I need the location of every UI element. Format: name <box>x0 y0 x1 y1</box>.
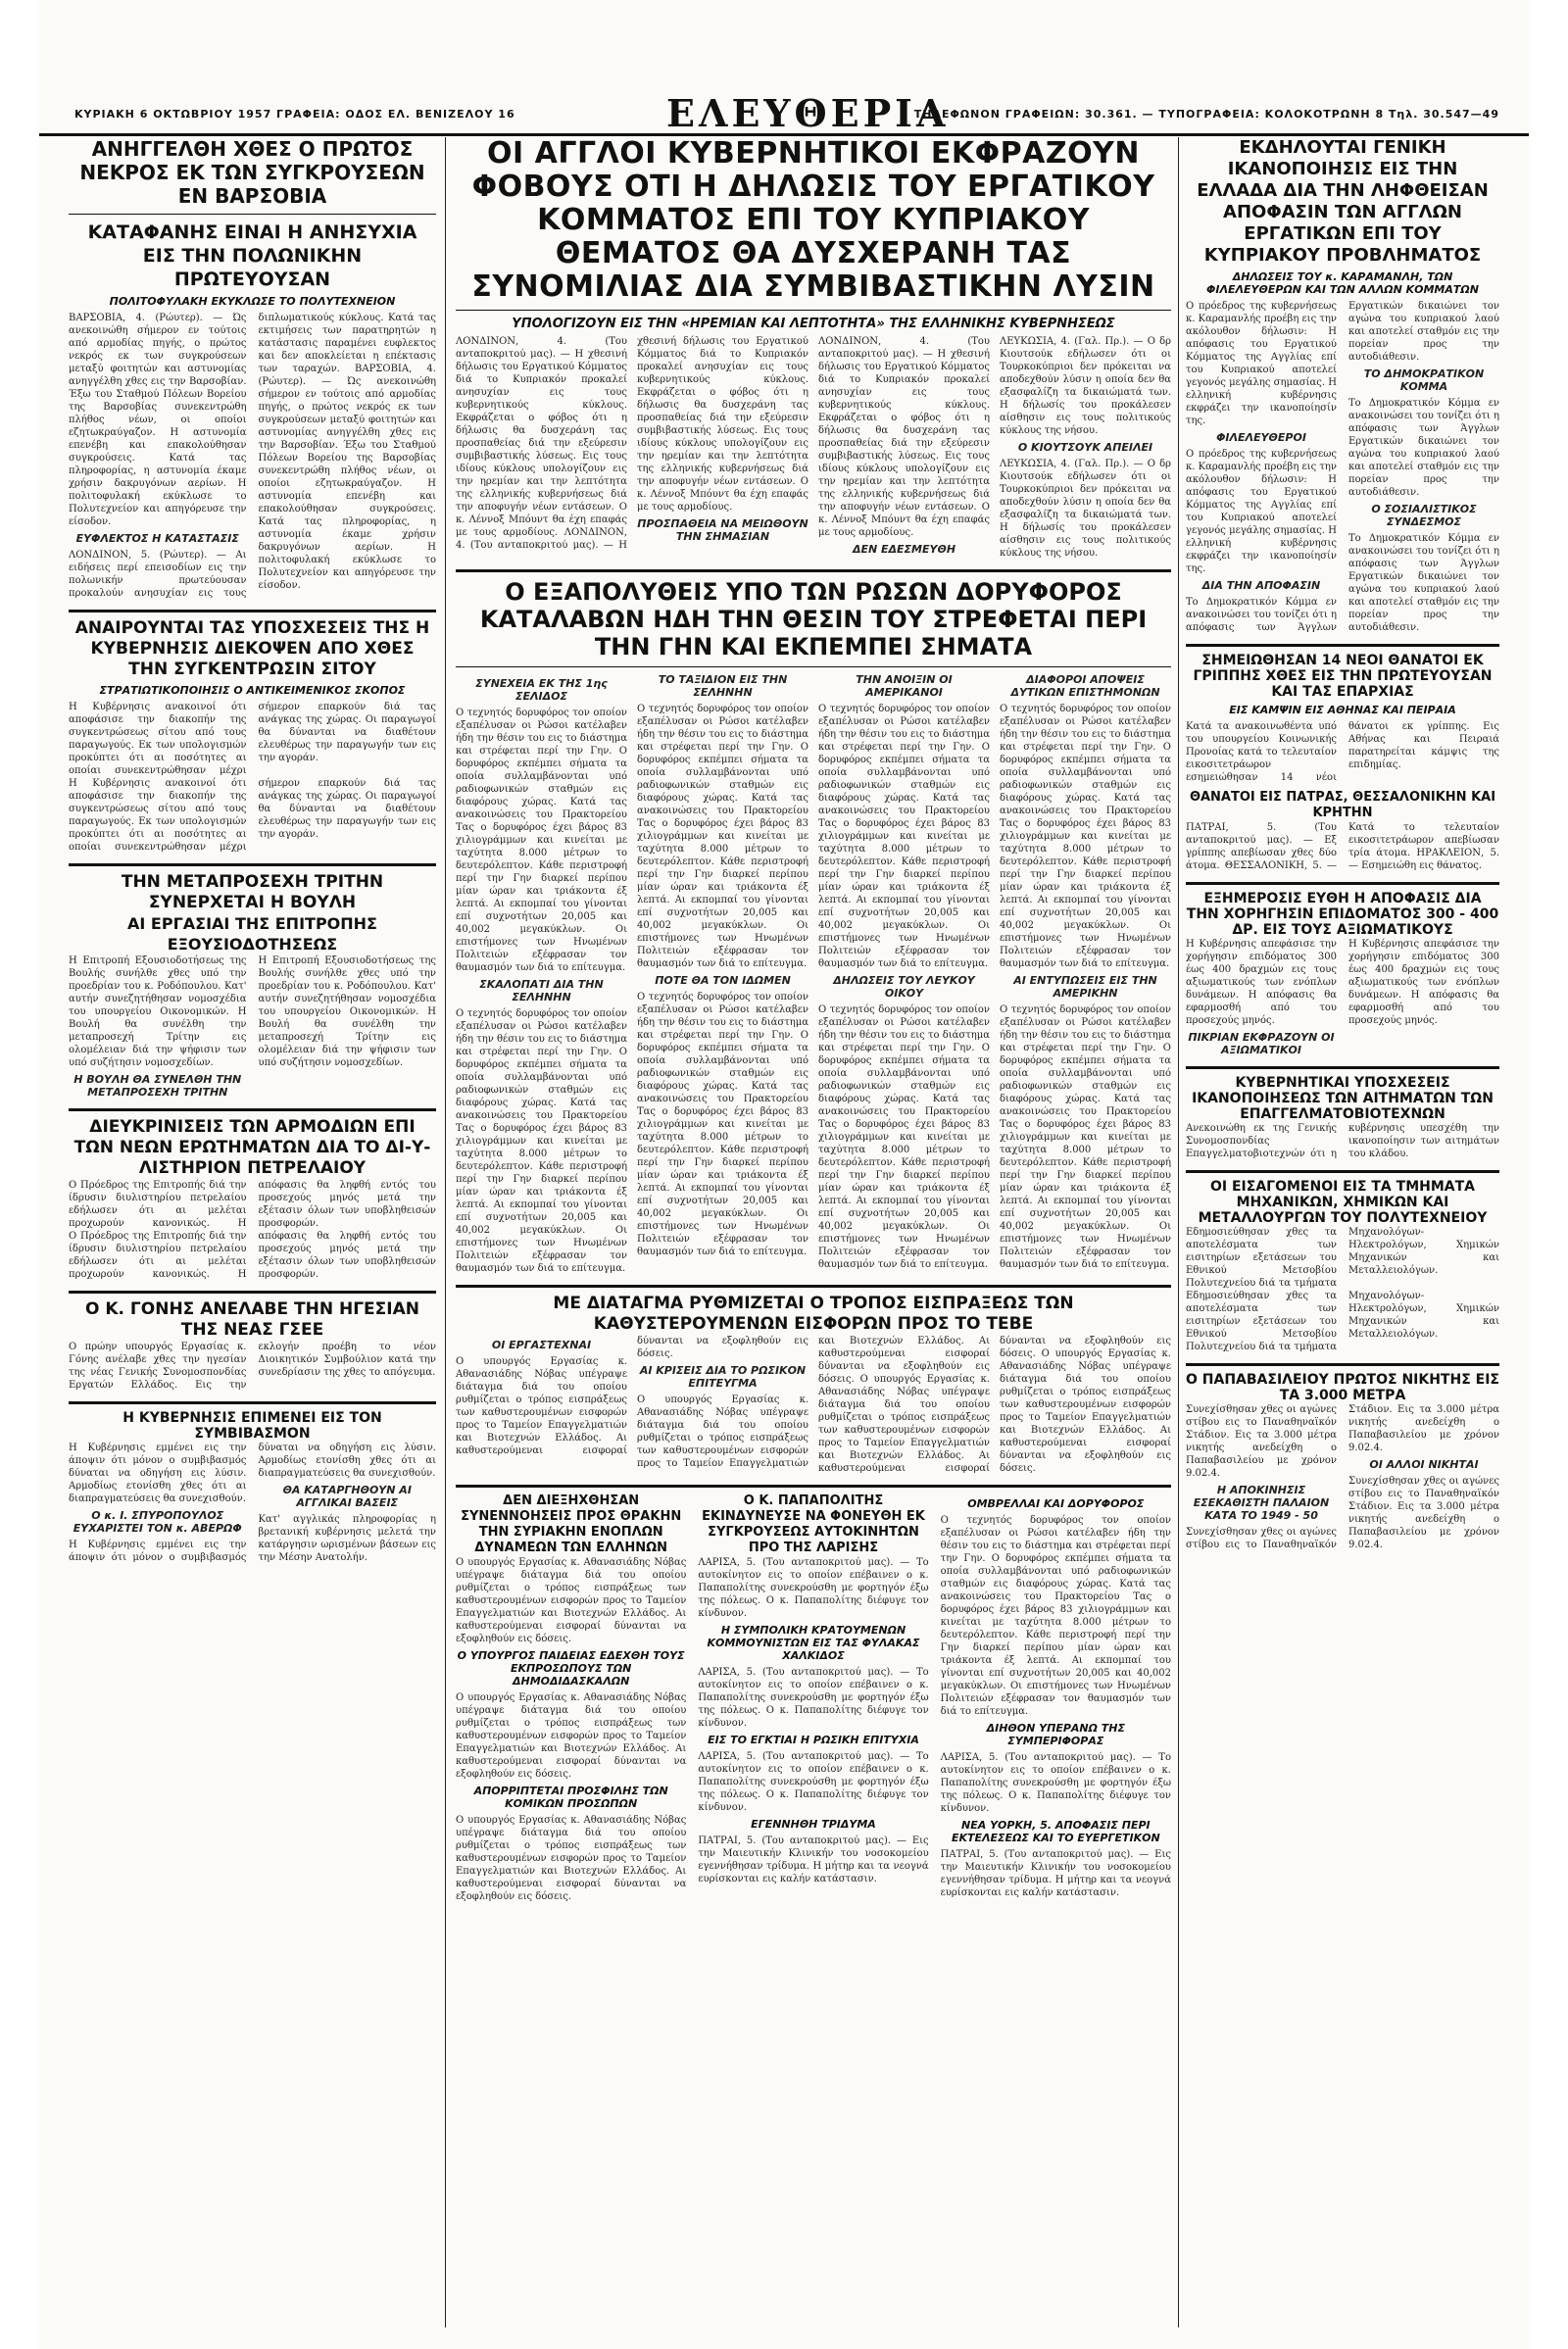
article-body: Κατά τα ανακοινωθέντα υπό του υπουργείου Κοινωνικής Προνοίας κατά το τελευταίον εικοσιτετράωρον εσημειώθησαν 14 νέοι θάνατοι εκ γρίππης. Εις Αθήνας και Πειραιά παρατηρείται κάμψις της επιδημίας. <box>1186 721 1499 783</box>
subhead: ΔΙΗΘΟΝ ΥΠΕΡΑΝΩ ΤΗΣ ΣΥΜΠΕΡΙΦΟΡΑΣ <box>986 1722 1126 1747</box>
column-rule <box>445 137 446 2327</box>
subhead: Ο κ. Ι. ΣΠΥΡΟΠΟΥΛΟΣ ΕΥΧΑΡΙΣΤΕΙ ΤΟΝ κ. ΑΒΕΡΩΦ <box>73 1509 242 1535</box>
subhead: Η ΣΥΜΠΟΛΙΚΗ ΚΡΑΤΟΥΜΕΝΩΝ ΚΟΜΜΟΥΝΙΣΤΩΝ ΕΙΣ ΤΑΣ ΦΥΛΑΚΑΣ ΧΑΛΚΙΔΟΣ <box>707 1624 920 1662</box>
article-body: ΛΟΝΔΙΝΟΝ, 4. (Του ανταποκριτού μας). — Η χθεσινή δήλωσις του Εργατικού Κόμματος διά το Κυπριακόν προκαλεί ανησυχίαν εις τους κυβερνητικούς κύκλους. Εκφράζεται ο φόβος ότι η δήλωσις θα δυσχεράνη τας προσπαθείας διά την εξεύρεσιν συμβιβαστικής λύσεως. Εις τους ιδίους κύκλους υπολογίζουν εις την ηρεμίαν και την λεπτότητα της ελληνικής κυβερνήσεως διά την αποφυγήν νέων εντάσεων. Ο κ. Λέννοξ Μπόυντ θα έχη επαφάς με τους αρμοδίους. ΛΟΝΔΙΝΟΝ, 4. (Του ανταποκριτού μας). — Η χθεσινή δήλωσις του Εργατικού Κόμματος διά το Κυπριακόν προκαλεί ανησυχίαν εις τους κυβερνητικούς κύκλους. Εκφράζεται ο φόβος ότι η δήλωσις θα δυσχεράνη τας προσπαθείας διά την εξεύρεσιν συμβιβαστικής λύσεως. Εις τους ιδίους κύκλους υπολογίζουν εις την ηρεμίαν και την λεπτότητα της ελληνικής κυβερνήσεως διά την αποφυγήν νέων εντάσεων. Ο κ. Λέννοξ Μπόυντ θα έχη επαφάς με τους αρμοδίους. ΠΡΟΣΠΑΘΕΙΑ ΝΑ ΜΕΙΩΘΟΥΝ ΤΗΝ ΣΗΜΑΣΙΑΝ ΛΟΝΔΙΝΟΝ, 4. (Του ανταποκριτού μας). — Η χθεσινή δήλωσις του Εργατικού Κόμματος διά το Κυπριακόν προκαλεί ανησυχίαν εις τους κυβερνητικούς κύκλους. Εκφράζεται ο φόβος ότι η δήλωσις θα δυσχεράνη τας προσπαθείας διά την εξεύρεσιν συμβιβαστικής λύσεως. Εις τους ιδίους κύκλους υπολογίζουν εις την ηρεμίαν και την λεπτότητα της ελληνικής κυβερνήσεως διά την αποφυγήν νέων εντάσεων. Ο κ. Λέννοξ Μπόυντ θα έχη επαφάς με τους αρμοδίους. ΔΕΝ ΕΔΕΣΜΕΥΘΗ ΛΕΥΚΩΣΙΑ, 4. (Γαλ. Πρ.). — Ο δρ Κιουτσούκ εδήλωσεν ότι οι Τουρκοκύπριοι δεν πρόκειται να αποδεχθούν λύσιν η οποία δεν θα εξασφαλίζη τα δικαιώματά των. Η δήλωσίς του προκάλεσεν αίσθησιν εις τους πολιτικούς κύκλους της νήσου. Ο ΚΙΟΥΤΣΟΥΚ ΑΠΕΙΛΕΙ ΛΕΥΚΩΣΙΑ, 4. (Γαλ. Πρ.). — Ο δρ Κιουτσούκ εδήλωσεν ότι οι Τουρκοκύπριοι δεν πρόκειται να αποδεχθούν λύσιν η οποία δεν θα εξασφαλίζη τα δικαιώματά των. Η δήλωσίς του προκάλεσεν αίσθησιν εις τους πολιτικούς κύκλους της νήσου. <box>456 336 1171 559</box>
subhead: ΟΜΒΡΕΛΛΑΙ ΚΑΙ ΔΟΡΥΦΟΡΟΣ <box>967 1497 1145 1510</box>
headline-allowance: ΕΞΗΜΕΡΟΣΙΣ ΕΥΘΗ Η ΑΠΟΦΑΣΙΣ ΔΙΑ ΤΗΝ ΧΟΡΗΓΗΣΙΝ ΕΠΙΔΟΜΑΤΟΣ 300 - 400 ΔΡ. ΕΙΣ ΤΟΥΣ ΑΞΙΩΜΑΤΙΚΟΥΣ <box>1186 891 1499 938</box>
article-body: Η Επιτροπή Εξουσιοδοτήσεως της Βουλής συνήλθε χθες υπό την προεδρίαν του κ. Ροδόπουλου. Κατ' αυτήν συνεζητήθησαν νομοσχέδια του υπουργείου Οικονομικών. Η Βουλή θα συνέλθη την μεταπροσεχή Τρίτην εις ολομέλειαν διά την ψήφισιν των υπό συζήτησιν νομοσχεδίων. Η ΒΟΥΛΗ ΘΑ ΣΥΝΕΛΘΗ ΤΗΝ ΜΕΤΑΠΡΟΣΕΧΗ ΤΡΙΤΗΝ Η Επιτροπή Εξουσιοδοτήσεως της Βουλής συνήλθε χθες υπό την προεδρίαν του κ. Ροδόπουλου. Κατ' αυτήν συνεζητήθησαν νομοσχέδια του υπουργείου Οικονομικών. Η Βουλή θα συνέλθη την μεταπροσεχή Τρίτην εις ολομέλειαν διά την ψήφισιν των υπό συζήτησιν νομοσχεδίων. <box>69 955 436 1099</box>
article-wheat <box>69 618 436 854</box>
subhead: ΕΓΕΝΝΗΘΗ ΤΡΙΔΥΜΑ <box>751 1818 876 1831</box>
article-body: ΛΑΡΙΣΑ, 5. (Του ανταποκριτού μας). — Το αυτοκίνητον εις το οποίον επέβαινεν ο κ. Παπαπολίτης συνεκρούσθη με φορτηγόν έξω της πόλεως. Ο κ. Παπαπολίτης διέφυγε τον κίνδυνον. <box>698 1751 929 1813</box>
article-labour <box>1186 137 1499 634</box>
subhead: ΤΗΝ ΑΝΟΙΞΙΝ ΟΙ ΑΜΕΡΙΚΑΝΟΙ <box>856 673 953 699</box>
article-body: Εδημοσιεύθησαν χθες τα αποτελέσματα των εισιτηρίων εξετάσεων του Εθνικού Μετσοβίου Πολυτεχνείου διά τα τμήματα Μηχανολόγων-Ηλεκτρολόγων, Χημικών Μηχανικών και Μεταλλειολόγων. <box>1186 1291 1499 1352</box>
article-refinery <box>69 1117 436 1281</box>
headline-warsaw-2: ΚΑΤΑΦΑΝΗΣ ΕΙΝΑΙ Η ΑΝΗΣΥΧΙΑ ΕΙΣ ΤΗΝ ΠΟΛΩΝΙΚΗΝ ΠΡΩΤΕΥΟΥΣΑΝ <box>87 221 417 290</box>
article-body: ΛΑΡΙΣΑ, 5. (Του ανταποκριτού μας). — Το αυτοκίνητον εις το οποίον επέβαινεν ο κ. Παπαπολίτης συνεκρούσθη με φορτηγόν έξω της πόλεως. Ο κ. Παπαπολίτης διέφυγε τον κίνδυνον. <box>940 1752 1171 1814</box>
article-flu <box>1186 653 1499 872</box>
article-parliament <box>69 872 436 1099</box>
subhead: ΔΗΛΩΣΕΙΣ ΤΟΥ ΛΕΥΚΟΥ ΟΙΚΟΥ <box>833 974 975 1000</box>
headline-polytechnic: ΟΙ ΕΙΣΑΓΟΜΕΝΟΙ ΕΙΣ ΤΑ ΤΜΗΜΑΤΑ ΜΗΧΑΝΙΚΩΝ, ΧΗΜΙΚΩΝ ΚΑΙ ΜΕΤΑΛΛΟΥΡΓΩΝ ΤΟΥ ΠΟΛΥΤΕΧΝΕΙΟΥ <box>1198 1179 1488 1226</box>
article-cyprus <box>456 137 1171 560</box>
article-body: Ο πρώην υπουργός Εργασίας κ. Γόνης ανέλαβε χθες την ηγεσίαν της νέας Γενικής Συνομοσπονδίας Εργατών Ελλάδος. Εις την εκλογήν προέβη το νέον Διοικητικόν Συμβούλιον κατά την συνεδρίασιν της χθες το απόγευμα. <box>69 1342 436 1391</box>
headline-wheat: ΑΝΑΙΡΟΥΝΤΑΙ ΤΑΣ ΥΠΟΣΧΕΣΕΙΣ ΤΗΣ Η ΚΥΒΕΡΝΗΣΙΣ ΔΙΕΚΟΨΕΝ ΑΠΟ ΧΘΕΣ ΤΗΝ ΣΥΓΚΕΝΤΡΩΣΙΝ ΣΙΤΟΥ <box>74 618 430 679</box>
article-sputnik <box>456 578 1171 1275</box>
headline-sputnik: Ο ΕΞΑΠΟΛΥΘΕΙΣ ΥΠΟ ΤΩΝ ΡΩΣΩΝ ΔΟΡΥΦΟΡΟΣ ΚΑΤΑΛΑΒΩΝ ΗΔΗ ΤΗΝ ΘΕΣΙΝ ΤΟΥ ΣΤΡΕΦΕΤΑΙ ΠΕΡΙ ΤΗΝ ΓΗΝ ΚΑΙ ΕΚΠΕΜΠΕΙ ΣΗΜΑΤΑ <box>479 578 1148 661</box>
article-body: Ο Πρόεδρος της Επιτροπής διά την ίδρυσιν διυλιστηρίου πετρελαίου εδήλωσεν ότι αι μελέται προχωρούν κανονικώς. Η απόφασις θα ληφθή εντός του προσεχούς μηνός μετά την εξέτασιν όλων των υποβληθεισών προσφορών. <box>69 1180 436 1229</box>
column-rule <box>1178 137 1179 2327</box>
headline-refinery: ΔΙΕΥΚΡΙΝΙΣΕΙΣ ΤΩΝ ΑΡΜΟΔΙΩΝ ΕΠΙ ΤΩΝ ΝΕΩΝ ΕΡΩΤΗΜΑΤΩΝ ΔΙΑ ΤΟ ΔΙ-Υ-ΛΙΣΤΗΡΙΟΝ ΠΕΤΡΕΛΑΙΟΥ <box>74 1117 431 1178</box>
subhead: ΤΟ ΔΗΜΟΚΡΑΤΙΚΟΝ ΚΟΜΜΑ <box>1363 367 1485 393</box>
headline-gonis: Ο Κ. ΓΟΝΗΣ ΑΝΕΛΑΒΕ ΤΗΝ ΗΓΕΣΙΑΝ ΤΗΣ ΝΕΑΣ ΓΣΕΕ <box>85 1299 419 1340</box>
article-compromise <box>69 1410 436 1564</box>
subhead: ΑΙ ΚΡΙΣΕΙΣ ΔΙΑ ΤΟ ΡΩΣΙΚΟΝ ΕΠΙΤΕΥΓΜΑ <box>639 1364 807 1390</box>
article-body: ΛΑΡΙΣΑ, 5. (Του ανταποκριτού μας). — Το αυτοκίνητον εις το οποίον επέβαινεν ο κ. Παπαπολίτης συνεκρούσθη με φορτηγόν έξω της πόλεως. Ο κ. Παπαπολίτης διέφυγε τον κίνδυνον. <box>698 1667 929 1729</box>
subhead-labour: ΔΗΛΩΣΕΙΣ ΤΟΥ κ. ΚΑΡΑΜΑΝΛΗ, ΤΩΝ ΦΙΛΕΛΕΥΘΕΡΩΝ ΚΑΙ ΤΩΝ ΑΛΛΩΝ ΚΟΜΜΑΤΩΝ <box>1206 270 1479 296</box>
subhead: Η ΒΟΥΛΗ ΘΑ ΣΥΝΕΛΘΗ ΤΗΝ ΜΕΤΑΠΡΟΣΕΧΗ ΤΡΙΤΗΝ <box>74 1073 242 1099</box>
subhead: ΝΕΑ ΥΟΡΚΗ, 5. ΑΠΟΦΑΣΙΣ ΠΕΡΙ ΕΚΤΕΛΕΣΕΩΣ ΚΑΙ ΤΟ ΕΥΕΡΓΕΤΙΚΟΝ <box>951 1819 1160 1844</box>
article-athletics <box>1186 1372 1499 1551</box>
article-body: ΟΙ ΕΡΓΑΣΤΕΧΝΑΙ Ο υπουργός Εργασίας κ. Αθανασιάδης Νόβας υπέγραψε διάταγμα διά του οποίου ρυθμίζεται ο τρόπος εισπράξεως των καθυστερουμένων εισφορών προς το Ταμείον Επαγγελματιών και Βιοτεχνών Ελλάδος. Αι καθυστερούμεναι εισφοραί δύνανται να εξοφληθούν εις δόσεις. ΑΙ ΚΡΙΣΕΙΣ ΔΙΑ ΤΟ ΡΩΣΙΚΟΝ ΕΠΙΤΕΥΓΜΑ Ο υπουργός Εργασίας κ. Αθανασιάδης Νόβας υπέγραψε διάταγμα διά του οποίου ρυθμίζεται ο τρόπος εισπράξεως των καθυστερουμένων εισφορών προς το Ταμείον Επαγγελματιών και Βιοτεχνών Ελλάδος. Αι καθυστερούμεναι εισφοραί δύνανται να εξοφληθούν εις δόσεις. Ο υπουργός Εργασίας κ. Αθανασιάδης Νόβας υπέγραψε διάταγμα διά του οποίου ρυθμίζεται ο τρόπος εισπράξεως των καθυστερουμένων εισφορών προς το Ταμείον Επαγγελματιών και Βιοτεχνών Ελλάδος. Αι καθυστερούμεναι εισφοραί δύνανται να εξοφληθούν εις δόσεις. Ο υπουργός Εργασίας κ. Αθανασιάδης Νόβας υπέγραψε διάταγμα διά του οποίου ρυθμίζεται ο τρόπος εισπράξεως των καθυστερουμένων εισφορών προς το Ταμείον Επαγγελματιών και Βιοτεχνών Ελλάδος. Αι καθυστερούμεναι εισφοραί δύνανται να εξοφληθούν εις δόσεις. <box>456 1336 1171 1474</box>
subhead: ΔΙΑ ΤΗΝ ΑΠΟΦΑΣΙΝ <box>1201 579 1321 592</box>
article-body: Συνεχίσθησαν χθες οι αγώνες στίβου εις το Παναθηναϊκόν Στάδιον. Εις τα 3.000 μέτρα νικητής ανεδείχθη ο Παπαβασιλείου με χρόνον 9.02.4. Η ΑΠΟΚΙΝΗΣΙΣ ΕΣΕΚΑΘΙΣΤΗ ΠΑΛΑΙΟΝ ΚΑΤΑ ΤΟ 1949 - 50 Συνεχίσθησαν χθες οι αγώνες στίβου εις το Παναθηναϊκόν Στάδιον. Εις τα 3.000 μέτρα νικητής ανεδείχθη ο Παπαβασιλείου με χρόνον 9.02.4. ΟΙ ΑΛΛΟΙ ΝΙΚΗΤΑΙ Συνεχίσθησαν χθες οι αγώνες στίβου εις το Παναθηναϊκόν Στάδιον. Εις τα 3.000 μέτρα νικητής ανεδείχθη ο Παπαβασιλείου με χρόνον 9.02.4. <box>1186 1404 1499 1550</box>
subhead: ΦΙΛΕΛΕΥΘΕΡΟΙ <box>1216 431 1306 444</box>
article-block <box>941 1493 1171 1903</box>
masthead-phones: ΤΗΛΕΦΩΝΟΝ ΓΡΑΦΕΙΩΝ: 30.361. — ΤΥΠΟΓΡΑΦΕΙΑ: ΚΟΛΟΚΟΤΡΩΝΗ 8 Τηλ. 30.547—49 <box>913 108 1499 121</box>
article-body: ΣΥΝΕΧΕΙΑ ΕΚ ΤΗΣ 1ης ΣΕΛΙΔΟΣ Ο τεχνητός δορυφόρος τον οποίον εξαπέλυσαν οι Ρώσοι κατέλαβεν ήδη την θέσιν του εις το διάστημα και στρέφεται περί την Γην. Ο δορυφόρος εκπέμπει σήματα τα οποία συλλαμβάνονται υπό ραδιοφωνικών σταθμών εις διαφόρους χώρας. Κατά τας ανακοινώσεις του Πρακτορείου Τας ο δορυφόρος έχει βάρος 83 χιλιογράμμων και κινείται με ταχύτητα 8.000 μέτρων το δευτερόλεπτον. Κάθε περιστροφή περί την Γην διαρκεί περίπου μίαν ώραν και τριάκοντα έξ λεπτά. Αι εκπομπαί του γίνονται επί συχνοτήτων 20,005 και 40,002 μεγακύκλων. Οι επιστήμονες των Ηνωμένων Πολιτειών εξέφρασαν τον θαυμασμόν των διά το επίτευγμα. ΣΚΑΛΟΠΑΤΙ ΔΙΑ ΤΗΝ ΣΕΛΗΝΗΝ Ο τεχνητός δορυφόρος τον οποίον εξαπέλυσαν οι Ρώσοι κατέλαβεν ήδη την θέσιν του εις το διάστημα και στρέφεται περί την Γην. Ο δορυφόρος εκπέμπει σήματα τα οποία συλλαμβάνονται υπό ραδιοφωνικών σταθμών εις διαφόρους χώρας. Κατά τας ανακοινώσεις του Πρακτορείου Τας ο δορυφόρος έχει βάρος 83 χιλιογράμμων και κινείται με ταχύτητα 8.000 μέτρων το δευτερόλεπτον. Κάθε περιστροφή περί την Γην διαρκεί περίπου μίαν ώραν και τριάκοντα έξ λεπτά. Αι εκπομπαί του γίνονται επί συχνοτήτων 20,005 και 40,002 μεγακύκλων. Οι επιστήμονες των Ηνωμένων Πολιτειών εξέφρασαν τον θαυμασμόν των διά το επίτευγμα. ΤΟ ΤΑΞΙΔΙΟΝ ΕΙΣ ΤΗΝ ΣΕΛΗΝΗΝ Ο τεχνητός δορυφόρος τον οποίον εξαπέλυσαν οι Ρώσοι κατέλαβεν ήδη την θέσιν του εις το διάστημα και στρέφεται περί την Γην. Ο δορυφόρος εκπέμπει σήματα τα οποία συλλαμβάνονται υπό ραδιοφωνικών σταθμών εις διαφόρους χώρας. Κατά τας ανακοινώσεις του Πρακτορείου Τας ο δορυφόρος έχει βάρος 83 χιλιογράμμων και κινείται με ταχύτητα 8.000 μέτρων το δευτερόλεπτον. Κάθε περιστροφή περί την Γην διαρκεί περίπου μίαν ώραν και τριάκοντα έξ λεπτά. Αι εκπομπαί του γίνονται επί συχνοτήτων 20,005 και 40,002 μεγακύκλων. Οι επιστήμονες των Ηνωμένων Πολιτειών εξέφρασαν τον θαυμασμόν των διά το επίτευγμα. ΠΟΤΕ ΘΑ ΤΟΝ ΙΔΩΜΕΝ Ο τεχνητός δορυφόρος τον οποίον εξαπέλυσαν οι Ρώσοι κατέλαβεν ήδη την θέσιν του εις το διάστημα και στρέφεται περί την Γην. Ο δορυφόρος εκπέμπει σήματα τα οποία συλλαμβάνονται υπό ραδιοφωνικών σταθμών εις διαφόρους χώρας. Κατά τας ανακοινώσεις του Πρακτορείου Τας ο δορυφόρος έχει βάρος 83 χιλιογράμμων και κινείται με ταχύτητα 8.000 μέτρων το δευτερόλεπτον. Κάθε περιστροφή περί την Γην διαρκεί περίπου μίαν ώραν και τριάκοντα έξ λεπτά. Αι εκπομπαί του γίνονται επί συχνοτήτων 20,005 και 40,002 μεγακύκλων. Οι επιστήμονες των Ηνωμένων Πολιτειών εξέφρασαν τον θαυμασμόν των διά το επίτευγμα. ΤΗΝ ΑΝΟΙΞΙΝ ΟΙ ΑΜΕΡΙΚΑΝΟΙ Ο τεχνητός δορυφόρος τον οποίον εξαπέλυσαν οι Ρώσοι κατέλαβεν ήδη την θέσιν του εις το διάστημα και στρέφεται περί την Γην. Ο δορυφόρος εκπέμπει σήματα τα οποία συλλαμβάνονται υπό ραδιοφωνικών σταθμών εις διαφόρους χώρας. Κατά τας ανακοινώσεις του Πρακτορείου Τας ο δορυφόρος έχει βάρος 83 χιλιογράμμων και κινείται με ταχύτητα 8.000 μέτρων το δευτερόλεπτον. Κάθε περιστροφή περί την Γην διαρκεί περίπου μίαν ώραν και τριάκοντα έξ λεπτά. Αι εκπομπαί του γίνονται επί συχνοτήτων 20,005 και 40,002 μεγακύκλων. Οι επιστήμονες των Ηνωμένων Πολιτειών εξέφρασαν τον θαυμασμόν των διά το επίτευγμα. ΔΗΛΩΣΕΙΣ ΤΟΥ ΛΕΥΚΟΥ ΟΙΚΟΥ Ο τεχνητός δορυφόρος τον οποίον εξαπέλυσαν οι Ρώσοι κατέλαβεν ήδη την θέσιν του εις το διάστημα και στρέφεται περί την Γην. Ο δορυφόρος εκπέμπει σήματα τα οποία συλλαμβάνονται υπό ραδιοφωνικών σταθμών εις διαφόρους χώρας. Κατά τας ανακοινώσεις του Πρακτορείου Τας ο δορυφόρος έχει βάρος 83 χιλιογράμμων και κινείται με ταχύτητα 8.000 μέτρων το δευτερόλεπτον. Κάθε περιστροφή περί την Γην διαρκεί περίπου μίαν ώραν και τριάκοντα έξ λεπτά. Αι εκπομπαί του γίνονται επί συχνοτήτων 20,005 και 40,002 μεγακύκλων. Οι επιστήμονες των Ηνωμένων Πολιτειών εξέφρασαν τον θαυμασμόν των διά το επίτευγμα. ΔΙΑΦΟΡΟΙ ΑΠΟΨΕΙΣ ΔΥΤΙΚΩΝ ΕΠΙΣΤΗΜΟΝΩΝ Ο τεχνητός δορυφόρος τον οποίον εξαπέλυσαν οι Ρώσοι κατέλαβεν ήδη την θέσιν του εις το διάστημα και στρέφεται περί την Γην. Ο δορυφόρος εκπέμπει σήματα τα οποία συλλαμβάνονται υπό ραδιοφωνικών σταθμών εις διαφόρους χώρας. Κατά τας ανακοινώσεις του Πρακτορείου Τας ο δορυφόρος έχει βάρος 83 χιλιογράμμων και κινείται με ταχύτητα 8.000 μέτρων το δευτερόλεπτον. Κάθε περιστροφή περί την Γην διαρκεί περίπου μίαν ώραν και τριάκοντα έξ λεπτά. Αι εκπομπαί του γίνονται επί συχνοτήτων 20,005 και 40,002 μεγακύκλων. Οι επιστήμονες των Ηνωμένων Πολιτειών εξέφρασαν τον θαυμασμόν των διά το επίτευγμα. ΑΙ ΕΝΤΥΠΩΣΕΙΣ ΕΙΣ ΤΗΝ ΑΜΕΡΙΚΗΝ Ο τεχνητός δορυφόρος τον οποίον εξαπέλυσαν οι Ρώσοι κατέλαβεν ήδη την θέσιν του εις το διάστημα και στρέφεται περί την Γην. Ο δορυφόρος εκπέμπει σήματα τα οποία συλλαμβάνονται υπό ραδιοφωνικών σταθμών εις διαφόρους χώρας. Κατά τας ανακοινώσεις του Πρακτορείου Τας ο δορυφόρος έχει βάρος 83 χιλιογράμμων και κινείται με ταχύτητα 8.000 μέτρων το δευτερόλεπτον. Κάθε περιστροφή περί την Γην διαρκεί περίπου μίαν ώραν και τριάκοντα έξ λεπτά. Αι εκπομπαί του γίνονται επί συχνοτήτων 20,005 και 40,002 μεγακύκλων. Οι επιστήμονες των Ηνωμένων Πολιτειών εξέφρασαν τον θαυμασμόν των διά το επίτευγμα. <box>456 673 1171 1274</box>
article-body: Ο τεχνητός δορυφόρος τον οποίον εξαπέλυσαν οι Ρώσοι κατέλαβεν ήδη την θέσιν του εις το διάστημα και στρέφεται περί την Γην. Ο δορυφόρος εκπέμπει σήματα τα οποία συλλαμβάνονται υπό ραδιοφωνικών σταθμών εις διαφόρους χώρας. Κατά τας ανακοινώσεις του Πρακτορείου Τας ο δορυφόρος έχει βάρος 83 χιλιογράμμων και κινείται με ταχύτητα 8.000 μέτρων το δευτερόλεπτον. Κάθε περιστροφή περί την Γην διαρκεί περίπου μίαν ώραν και τριάκοντα έξ λεπτά. Αι εκπομπαί του γίνονται επί συχνοτήτων 20,005 και 40,002 μεγακύκλων. Οι επιστήμονες των Ηνωμένων Πολιτειών εξέφρασαν τον θαυμασμόν των διά το επίτευγμα. <box>940 1515 1171 1717</box>
headline-tebe: ΜΕ ΔΙΑΤΑΓΜΑ ΡΥΘΜΙΖΕΤΑΙ Ο ΤΡΟΠΟΣ ΕΙΣΠΡΑΞΕΩΣ ΤΩΝ ΚΑΘΥΣΤΕΡΟΥΜΕΝΩΝ ΕΙΣΦΟΡΩΝ ΠΡΟΣ ΤΟ ΤΕΒΕ <box>553 1294 1074 1334</box>
subhead: ΣΥΝΕΧΕΙΑ ΕΚ ΤΗΣ 1ης ΣΕΛΙΔΟΣ <box>475 677 608 703</box>
subhead: Ο ΥΠΟΥΡΓΟΣ ΠΑΙΔΕΙΑΣ ΕΔΕΧΘΗ ΤΟΥΣ ΕΚΠΡΟΣΩΠΟΥΣ ΤΩΝ ΔΗΜΟΔΙΔΑΣΚΑΛΩΝ <box>457 1649 685 1688</box>
subhead: ΟΙ ΕΡΓΑΣΤΕΧΝΑΙ <box>491 1339 592 1351</box>
subhead: ΑΙ ΕΝΤΥΠΩΣΕΙΣ ΕΙΣ ΤΗΝ ΑΜΕΡΙΚΗΝ <box>1013 974 1157 1000</box>
headline-athletics: Ο ΠΑΠΑΒΑΣΙΛΕΙΟΥ ΠΡΩΤΟΣ ΝΙΚΗΤΗΣ ΕΙΣ ΤΑ 3.000 ΜΕΤΡΑ <box>1186 1372 1499 1403</box>
subhead: ΟΙ ΑΛΛΟΙ ΝΙΚΗΤΑΙ <box>1369 1458 1479 1471</box>
article-body: Εδημοσιεύθησαν χθες τα αποτελέσματα των εισιτηρίων εξετάσεων του Εθνικού Μετσοβίου Πολυτεχνείου διά τα τμήματα Μηχανολόγων-Ηλεκτρολόγων, Χημικών Μηχανικών και Μεταλλειολόγων. <box>1186 1227 1499 1289</box>
subhead: ΔΙΑΦΟΡΟΙ ΑΠΟΨΕΙΣ ΔΥΤΙΚΩΝ ΕΠΙΣΤΗΜΟΝΩΝ <box>1010 673 1160 699</box>
article-body: Η Κυβέρνησις απεφάσισε την χορήγησιν επιδόματος 300 έως 400 δραχμών εις τους αξιωματικούς των ενόπλων δυνάμεων. Η απόφασις θα εφαρμοσθή από του προσεχούς μηνός. ΠΙΚΡΙΑΝ ΕΚΦΡΑΖΟΥΝ ΟΙ ΑΞΙΩΜΑΤΙΚΟΙ Η Κυβέρνησις απεφάσισε την χορήγησιν επιδόματος 300 έως 400 δραχμών εις τους αξιωματικούς των ενόπλων δυνάμεων. Η απόφασις θα εφαρμοσθή από του προσεχούς μηνός. <box>1186 939 1499 1056</box>
article-body: Ο υπουργός Εργασίας κ. Αθανασιάδης Νόβας υπέγραψε διάταγμα διά του οποίου ρυθμίζεται ο τρόπος εισπράξεως των καθυστερουμένων εισφορών προς το Ταμείον Επαγγελματιών και Βιοτεχνών Ελλάδος. Αι καθυστερούμεναι εισφοραί δύνανται να εξοφληθούν εις δόσεις. <box>456 1692 687 1780</box>
article-body: Η Κυβέρνησις ανακοινοί ότι αποφάσισε την διακοπήν της συγκεντρώσεως σίτου από τους παραγωγούς. Εκ των υπολογισμών προκύπτει ότι αι ποσότητες αι οποίαι συνεκεντρώθησαν μέχρι σήμερον επαρκούν διά τας ανάγκας της χώρας. Οι παραγωγοί θα δύνανται να διαθέτουν ελευθέρως την παραγωγήν των εις την αγοράν. <box>69 702 436 776</box>
subhead: Ο ΣΟΣΙΑΛΙΣΤΙΚΟΣ ΣΥΝΔΕΣΜΟΣ <box>1371 503 1477 528</box>
subhead: ΠΟΤΕ ΘΑ ΤΟΝ ΙΔΩΜΕΝ <box>655 974 791 987</box>
subhead: ΤΟ ΤΑΞΙΔΙΟΝ ΕΙΣ ΤΗΝ ΣΕΛΗΝΗΝ <box>658 673 788 699</box>
middle-column <box>456 137 1171 2327</box>
article-tebe <box>456 1294 1171 1475</box>
subhead-wheat: ΣΤΡΑΤΙΩΤΙΚΟΠΟΙΗΣΙΣ Ο ΑΝΤΙΚΕΙΜΕΝΙΚΟΣ ΣΚΟΠΟΣ <box>99 684 406 697</box>
masthead-date-address: ΚΥΡΙΑΚΗ 6 ΟΚΤΩΒΡΙΟΥ 1957 ΓΡΑΦΕΙΑ: ΟΔΟΣ ΕΛ. ΒΕΝΙΖΕΛΟΥ 16 <box>74 108 515 121</box>
subhead: ΠΡΟΣΠΑΘΕΙΑ ΝΑ ΜΕΙΩΘΟΥΝ ΤΗΝ ΣΗΜΑΣΙΑΝ <box>637 517 808 543</box>
article-gonis <box>69 1299 436 1392</box>
headline-parliament-2: ΑΙ ΕΡΓΑΣΙΑΙ ΤΗΣ ΕΠΙΤΡΟΠΗΣ ΕΞΟΥΣΙΟΔΟΤΗΣΕΩΣ <box>127 914 377 954</box>
article-allowance <box>1186 891 1499 1056</box>
article-body: ΛΑΡΙΣΑ, 5. (Του ανταποκριτού μας). — Το αυτοκίνητον εις το οποίον επέβαινεν ο κ. Παπαπολίτης συνεκρούσθη με φορτηγόν έξω της πόλεως. Ο κ. Παπαπολίτης διέφυγε τον κίνδυνον. <box>698 1557 929 1619</box>
headline-labour: ΕΚΔΗΛΟΥΤΑΙ ΓΕΝΙΚΗ ΙΚΑΝΟΠΟΙΗΣΙΣ ΕΙΣ ΤΗΝ ΕΛΛΑΔΑ ΔΙΑ ΤΗΝ ΛΗΦΘΕΙΣΑΝ ΑΠΟΦΑΣΙΝ ΤΩΝ ΑΓΓΛΩΝ ΕΡΓΑΤΙΚΩΝ ΕΠΙ ΤΟΥ ΚΥΠΡΙΑΚΟΥ ΠΡΟΒΛΗΜΑΤΟΣ <box>1197 137 1489 266</box>
subhead: Ο ΚΙΟΥΤΣΟΥΚ ΑΠΕΙΛΕΙ <box>1017 441 1153 454</box>
article-body: Η Κυβέρνησις εμμένει εις την άποψιν ότι μόνον ο συμβιβασμός δύναται να οδηγήση εις λύσιν. Αρμοδίως ετονίσθη χθες ότι αι διαπραγματεύσεις θα συνεχισθούν. Ο κ. Ι. ΣΠΥΡΟΠΟΥΛΟΣ ΕΥΧΑΡΙΣΤΕΙ ΤΟΝ κ. ΑΒΕΡΩΦ Η Κυβέρνησις εμμένει εις την άποψιν ότι μόνον ο συμβιβασμός δύναται να οδηγήση εις λύσιν. Αρμοδίως ετονίσθη χθες ότι αι διαπραγματεύσεις θα συνεχισθούν. ΘΑ ΚΑΤΑΡΓΗΘΟΥΝ ΑΙ ΑΓΓΛΙΚΑΙ ΒΑΣΕΙΣ Κατ' αγγλικάς πληροφορίας η βρετανική κυβέρνησις μελετά την κατάργησιν ωρισμένων βάσεων εις την Μέσην Ανατολήν. <box>69 1443 436 1563</box>
article-block <box>698 1493 928 1903</box>
subhead: ΑΠΟΡΡΙΠΤΕΤΑΙ ΠΡΟΣΦΙΛΗΣ ΤΩΝ ΚΟΜΙΚΩΝ ΠΡΟΣΩΠΩΝ <box>473 1785 668 1810</box>
article-body: ΠΑΤΡΑΙ, 5. (Του ανταποκριτού μας). — Εξ γρίππης απεβίωσαν χθες δύο άτομα. ΘΕΣΣΑΛΟΝΙΚΗ, 5. — Κατά το τελευταίον εικοσιτετράωρον απεβίωσαν τρία άτομα. ΗΡΑΚΛΕΙΟΝ, 5. — Εσημειώθη εις θάνατος. <box>1186 822 1499 871</box>
subhead: ΕΙΣ ΤΟ ΕΓΚΤΙΑΙ Η ΡΩΣΙΚΗ ΕΠΙΤΥΧΙΑ <box>708 1734 919 1746</box>
headline-warsaw: ΑΝΗΓΓΕΛΘΗ ΧΘΕΣ Ο ΠΡΩΤΟΣ ΝΕΚΡΟΣ ΕΚ ΤΩΝ ΣΥΓΚΡΟΥΣΕΩΝ ΕΝ ΒΑΡΣΟΒΙΑ <box>79 137 425 208</box>
newspaper-title: ΕΛΕΥΘΕΡΙΑ <box>666 91 950 135</box>
article-warsaw <box>69 137 436 600</box>
headline-compromise: Η ΚΥΒΕΡΝΗΣΙΣ ΕΠΙΜΕΝΕΙ ΕΙΣ ΤΟΝ ΣΥΜΒΙΒΑΣΜΟΝ <box>122 1410 382 1442</box>
subhead: ΘΑ ΚΑΤΑΡΓΗΘΟΥΝ ΑΙ ΑΓΓΛΙΚΑΙ ΒΑΣΕΙΣ <box>282 1484 412 1509</box>
article-body: ΒΑΡΣΟΒΙΑ, 4. (Ρώυτερ). — Ώς ανεκοινώθη σήμερον εν τούτοις από αρμοδίας πηγής, ο πρώτος νεκρός εκ των συγκρούσεων μεταξύ φοιτητών και αστυνομίας ανηγγέλθη χθες εις την Βαρσοβίαν. Έξω του Σταθμού Πόλεων Βορείου της Βαρσοβίας συνεκεντρώθη πλήθος νέων, οι οποίοι εζητωκραύγαζον. Η αστυνομία επενέβη και επακολούθησαν συγκρούσεις. Κατά τας πληροφορίας, η αστυνομία έκαμε χρήσιν δακρυγόνων αερίων. Η πολιτοφυλακή εκύκλωσε το Πολυτεχνείον και απηγόρευσε την είσοδον. ΕΥΦΛΕΚΤΟΣ Η ΚΑΤΑΣΤΑΣΙΣ ΛΟΝΔΙΝΟΝ, 5. (Ρώυτερ). — Αι ειδήσεις περί επεισοδίων εις την πολωνικήν πρωτεύουσαν προκαλούν ανησυχίαν εις τους διπλωματικούς κύκλους. Κατά τας εκτιμήσεις των παρατηρητών η κατάστασις παραμένει ευφλεκτος και δεν αποκλείεται η επέκτασις των ταραχών. ΒΑΡΣΟΒΙΑ, 4. (Ρώυτερ). — Ώς ανεκοινώθη σήμερον εν τούτοις από αρμοδίας πηγής, ο πρώτος νεκρός εκ των συγκρούσεων μεταξύ φοιτητών και αστυνομίας ανηγγέλθη χθες εις την Βαρσοβίαν. Έξω του Σταθμού Πόλεων Βορείου της Βαρσοβίας συνεκεντρώθη πλήθος νέων, οι οποίοι εζητωκραύγαζον. Η αστυνομία επενέβη και επακολούθησαν συγκρούσεις. Κατά τας πληροφορίας, η αστυνομία έκαμε χρήσιν δακρυγόνων αερίων. Η πολιτοφυλακή εκύκλωσε το Πολυτεχνείον και απηγόρευσε την είσοδον. <box>69 313 436 599</box>
masthead <box>39 91 1529 136</box>
headline-flu: ΣΗΜΕΙΩΘΗΣΑΝ 14 ΝΕΟΙ ΘΑΝΑΤΟΙ ΕΚ ΓΡΙΠΠΗΣ ΧΘΕΣ ΕΙΣ ΤΗΝ ΠΡΩΤΕΥΟΥΣΑΝ ΚΑΙ ΤΑΣ ΕΠΑΡΧΙΑΣ <box>1193 653 1493 700</box>
article-body: ΠΑΤΡΑΙ, 5. (Του ανταποκριτού μας). — Εις την Μαιευτικήν Κλινικήν του νοσοκομείου εγεννήθησαν τρίδυμα. Η μήτηρ και τα νεογνά ευρίσκονται εις καλήν κατάστασιν. <box>940 1849 1171 1898</box>
article-body: ΠΑΤΡΑΙ, 5. (Του ανταποκριτού μας). — Εις την Μαιευτικήν Κλινικήν του νοσοκομείου εγεννήθησαν τρίδυμα. Η μήτηρ και τα νεογνά ευρίσκονται εις καλήν κατάστασιν. <box>698 1835 929 1884</box>
subhead-cyprus: ΥΠΟΛΟΓΙΖΟΥΝ ΕΙΣ ΤΗΝ «ΗΡΕΜΙΑΝ ΚΑΙ ΛΕΠΤΟΤΗΤΑ» ΤΗΣ ΕΛΛΗΝΙΚΗΣ ΚΥΒΕΡΝΗΣΕΩΣ <box>512 317 1115 331</box>
subhead: Η ΑΠΟΚΙΝΗΣΙΣ ΕΣΕΚΑΘΙΣΤΗ ΠΑΛΑΙΟΝ ΚΑΤΑ ΤΟ 1949 - 50 <box>1193 1484 1330 1522</box>
newspaper-page <box>39 0 1529 2349</box>
article-misc <box>456 1493 1171 1903</box>
subhead: ΕΥΦΛΕΚΤΟΣ Η ΚΑΤΑΣΤΑΣΙΣ <box>75 532 239 545</box>
subhead-warsaw: ΠΟΛΙΤΟΦΥΛΑΚΗ ΕΚΥΚΛΩΣΕ ΤΟ ΠΟΛΥΤΕΧΝΕΙΟΝ <box>109 295 396 308</box>
article-body: Ο Πρόεδρος της Επιτροπής διά την ίδρυσιν διυλιστηρίου πετρελαίου εδήλωσεν ότι αι μελέται προχωρούν κανονικώς. Η απόφασις θα ληφθή εντός του προσεχούς μηνός μετά την εξέτασιν όλων των υποβληθεισών προσφορών. <box>69 1231 436 1280</box>
headline-papapolitis: Ο Κ. ΠΑΠΑΠΟΛΙΤΗΣ ΕΚΙΝΔΥΝΕΥΣΕ ΝΑ ΦΟΝΕΥΘΗ ΕΚ ΣΥΓΚΡΟΥΣΕΩΣ ΑΥΤΟΚΙΝΗΤΩΝ ΠΡΟ ΤΗΣ ΛΑΡΙΣΗΣ <box>702 1493 925 1555</box>
headline-artisans: ΚΥΒΕΡΝΗΤΙΚΑΙ ΥΠΟΣΧΕΣΕΙΣ ΙΚΑΝΟΠΟΙΗΣΕΩΣ ΤΩΝ ΑΙΤΗΜΑΤΩΝ ΤΩΝ ΕΠΑΓΓΕΛΜΑΤΟΒΙΟΤΕΧΝΩΝ <box>1192 1075 1494 1122</box>
article-block <box>456 1493 686 1903</box>
headline-flu-deaths: ΘΑΝΑΤΟΙ ΕΙΣ ΠΑΤΡΑΣ, ΘΕΣΣΑΛΟΝΙΚΗΝ ΚΑΙ ΚΡΗΤΗΝ <box>1189 790 1496 820</box>
right-column <box>1186 137 1499 2327</box>
subhead-flu: ΕΙΣ ΚΑΜΨΙΝ ΕΙΣ ΑΘΗΝΑΣ ΚΑΙ ΠΕΙΡΑΙΑ <box>1229 704 1456 716</box>
headline-syria: ΔΕΝ ΔΙΕΞΗΧΘΗΣΑΝ ΣΥΝΕΝΝΟΗΣΕΙΣ ΠΡΟΣ ΘΡΑΚΗΝ ΤΗΝ ΣΥΡΙΑΚΗΝ ΕΝΟΠΛΩΝ ΔΥΝΑΜΕΩΝ ΤΩΝ ΕΛΛΗΝΩΝ <box>461 1493 682 1555</box>
article-body: Η Κυβέρνησις ανακοινοί ότι αποφάσισε την διακοπήν της συγκεντρώσεως σίτου από τους παραγωγούς. Εκ των υπολογισμών προκύπτει ότι αι ποσότητες αι οποίαι συνεκεντρώθησαν μέχρι σήμερον επαρκούν διά τας ανάγκας της χώρας. Οι παραγωγοί θα δύνανται να διαθέτουν ελευθέρως την παραγωγήν των εις την αγοράν. <box>69 778 436 853</box>
headline-cyprus: ΟΙ ΑΓΓΛΟΙ ΚΥΒΕΡΝΗΤΙΚΟΙ ΕΚΦΡΑΖΟΥΝ ΦΟΒΟΥΣ ΟΤΙ Η ΔΗΛΩΣΙΣ ΤΟΥ ΕΡΓΑΤΙΚΟΥ ΚΟΜΜΑΤΟΣ ΕΠΙ ΤΟΥ ΚΥΠΡΙΑΚΟΥ ΘΕΜΑΤΟΣ ΘΑ ΔΥΣΧΕΡΑΝΗ ΤΑΣ ΣΥΝΟΜΙΛΙΑΣ ΔΙΑ ΣΥΜΒΙΒΑΣΤΙΚΗΝ ΛΥΣΙΝ <box>471 137 1155 304</box>
article-body: Ο υπουργός Εργασίας κ. Αθανασιάδης Νόβας υπέγραψε διάταγμα διά του οποίου ρυθμίζεται ο τρόπος εισπράξεως των καθυστερουμένων εισφορών προς το Ταμείον Επαγγελματιών και Βιοτεχνών Ελλάδος. Αι καθυστερούμεναι εισφοραί δύνανται να εξοφληθούν εις δόσεις. <box>456 1815 687 1902</box>
article-body: Ο πρόεδρος της κυβερνήσεως κ. Καραμανλής προέβη εις την ακόλουθον δήλωσιν: Η απόφασις του Εργατικού Κόμματος της Αγγλίας επί του Κυπριακού αποτελεί γεγονός μεγάλης σημασίας. Η ελληνική κυβέρνησις εκφράζει την ικανοποίησίν της. ΦΙΛΕΛΕΥΘΕΡΟΙ Ο πρόεδρος της κυβερνήσεως κ. Καραμανλής προέβη εις την ακόλουθον δήλωσιν: Η απόφασις του Εργατικού Κόμματος της Αγγλίας επί του Κυπριακού αποτελεί γεγονός μεγάλης σημασίας. Η ελληνική κυβέρνησις εκφράζει την ικανοποίησίν της. ΔΙΑ ΤΗΝ ΑΠΟΦΑΣΙΝ Το Δημοκρατικόν Κόμμα εν ανακοινώσει του τονίζει ότι η απόφασις των Άγγλων Εργατικών δικαιώνει τον αγώνα του κυπριακού λαού και αποτελεί σταθμόν εις την πορείαν προς την αυτοδιάθεσιν. ΤΟ ΔΗΜΟΚΡΑΤΙΚΟΝ ΚΟΜΜΑ Το Δημοκρατικόν Κόμμα εν ανακοινώσει του τονίζει ότι η απόφασις των Άγγλων Εργατικών δικαιώνει τον αγώνα του κυπριακού λαού και αποτελεί σταθμόν εις την πορείαν προς την αυτοδιάθεσιν. Ο ΣΟΣΙΑΛΙΣΤΙΚΟΣ ΣΥΝΔΕΣΜΟΣ Το Δημοκρατικόν Κόμμα εν ανακοινώσει του τονίζει ότι η απόφασις των Άγγλων Εργατικών δικαιώνει τον αγώνα του κυπριακού λαού και αποτελεί σταθμόν εις την πορείαν προς την αυτοδιάθεσιν. <box>1186 301 1499 633</box>
subhead: ΠΙΚΡΙΑΝ ΕΚΦΡΑΖΟΥΝ ΟΙ ΑΞΙΩΜΑΤΙΚΟΙ <box>1188 1031 1335 1056</box>
headline-parliament: ΤΗΝ ΜΕΤΑΠΡΟΣΕΧΗ ΤΡΙΤΗΝ ΣΥΝΕΡΧΕΤΑΙ Η ΒΟΥΛΗ <box>121 872 384 912</box>
article-polytechnic <box>1186 1179 1499 1353</box>
subhead: ΣΚΑΛΟΠΑΤΙ ΔΙΑ ΤΗΝ ΣΕΛΗΝΗΝ <box>479 978 604 1003</box>
article-artisans <box>1186 1075 1499 1160</box>
left-column <box>69 137 436 2327</box>
subhead: ΔΕΝ ΕΔΕΣΜΕΥΘΗ <box>852 543 956 556</box>
article-body: Ανεκοινώθη εκ της Γενικής Συνομοσπονδίας Επαγγελματοβιοτεχνών ότι η κυβέρνησις υπεσχέθη την ικανοποίησιν των αιτημάτων του κλάδου. <box>1186 1123 1499 1159</box>
article-body: Ο υπουργός Εργασίας κ. Αθανασιάδης Νόβας υπέγραψε διάταγμα διά του οποίου ρυθμίζεται ο τρόπος εισπράξεως των καθυστερουμένων εισφορών προς το Ταμείον Επαγγελματιών και Βιοτεχνών Ελλάδος. Αι καθυστερούμεναι εισφοραί δύνανται να εξοφληθούν εις δόσεις. <box>456 1557 687 1644</box>
